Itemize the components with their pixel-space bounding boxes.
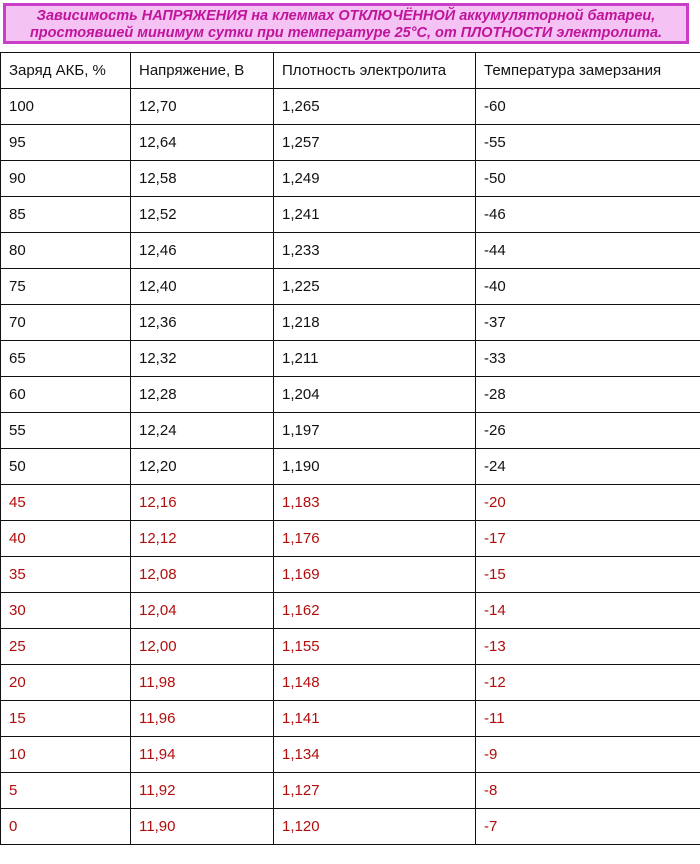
table-row: [1, 665, 700, 701]
cell-density: 1,148: [274, 665, 476, 701]
cell-density: 1,141: [274, 701, 476, 737]
cell-density: 1,218: [274, 305, 476, 341]
table-body: [1, 89, 700, 845]
cell-charge: 60: [1, 377, 131, 413]
cell-density: 1,241: [274, 197, 476, 233]
cell-charge: 85: [1, 197, 131, 233]
cell-voltage: 12,58: [131, 161, 274, 197]
cell-density: 1,197: [274, 413, 476, 449]
cell-voltage: 12,36: [131, 305, 274, 341]
cell-charge: 95: [1, 125, 131, 161]
cell-voltage: 12,32: [131, 341, 274, 377]
cell-charge: 40: [1, 521, 131, 557]
cell-freezing: -15: [476, 557, 700, 593]
cell-freezing: -11: [476, 701, 700, 737]
cell-freezing: -46: [476, 197, 700, 233]
cell-freezing: -60: [476, 89, 700, 125]
cell-density: 1,249: [274, 161, 476, 197]
cell-freezing: -17: [476, 521, 700, 557]
cell-freezing: -7: [476, 809, 700, 845]
cell-density: 1,211: [274, 341, 476, 377]
cell-freezing: -9: [476, 737, 700, 773]
cell-freezing: -14: [476, 593, 700, 629]
cell-voltage: 12,28: [131, 377, 274, 413]
header-freezing: Температура замерзания: [476, 53, 700, 89]
cell-charge: 25: [1, 629, 131, 665]
cell-density: 1,265: [274, 89, 476, 125]
cell-charge: 70: [1, 305, 131, 341]
table-row: [1, 449, 700, 485]
cell-freezing: -37: [476, 305, 700, 341]
cell-freezing: -40: [476, 269, 700, 305]
cell-density: 1,233: [274, 233, 476, 269]
cell-freezing: -8: [476, 773, 700, 809]
cell-freezing: -28: [476, 377, 700, 413]
table-row: [1, 521, 700, 557]
cell-charge: 10: [1, 737, 131, 773]
table-row: [1, 485, 700, 521]
cell-density: 1,120: [274, 809, 476, 845]
cell-density: 1,155: [274, 629, 476, 665]
table-row: [1, 161, 700, 197]
cell-density: 1,127: [274, 773, 476, 809]
cell-freezing: -13: [476, 629, 700, 665]
cell-charge: 5: [1, 773, 131, 809]
cell-freezing: -24: [476, 449, 700, 485]
cell-freezing: -33: [476, 341, 700, 377]
cell-density: 1,134: [274, 737, 476, 773]
title-line-1: Зависимость НАПРЯЖЕНИЯ на клеммах ОТКЛЮЧЁННОЙ аккумуляторной батареи,: [36, 8, 656, 24]
header-charge: Заряд АКБ, %: [1, 53, 131, 89]
cell-voltage: 12,46: [131, 233, 274, 269]
cell-voltage: 12,00: [131, 629, 274, 665]
cell-density: 1,183: [274, 485, 476, 521]
cell-charge: 80: [1, 233, 131, 269]
cell-freezing: -44: [476, 233, 700, 269]
table-row: [1, 557, 700, 593]
cell-voltage: 11,92: [131, 773, 274, 809]
table-row: [1, 89, 700, 125]
table-row: [1, 773, 700, 809]
cell-freezing: -50: [476, 161, 700, 197]
table-row: [1, 125, 700, 161]
cell-voltage: 12,70: [131, 89, 274, 125]
cell-charge: 75: [1, 269, 131, 305]
cell-freezing: -20: [476, 485, 700, 521]
table-row: [1, 269, 700, 305]
cell-charge: 50: [1, 449, 131, 485]
cell-voltage: 12,20: [131, 449, 274, 485]
header-voltage: Напряжение, В: [131, 53, 274, 89]
header-density: Плотность электролита: [274, 53, 476, 89]
cell-freezing: -26: [476, 413, 700, 449]
cell-density: 1,176: [274, 521, 476, 557]
table-row: [1, 341, 700, 377]
cell-density: 1,169: [274, 557, 476, 593]
cell-voltage: 12,04: [131, 593, 274, 629]
cell-charge: 90: [1, 161, 131, 197]
table-row: [1, 413, 700, 449]
table-row: [1, 737, 700, 773]
title-line-2: простоявшей минимум сутки при температуре 25°C, от ПЛОТНОСТИ электролита.: [29, 25, 663, 41]
cell-voltage: 12,52: [131, 197, 274, 233]
cell-charge: 65: [1, 341, 131, 377]
table-row: [1, 809, 700, 845]
table-row: [1, 305, 700, 341]
cell-voltage: 12,16: [131, 485, 274, 521]
header-row: [1, 53, 700, 89]
cell-density: 1,225: [274, 269, 476, 305]
cell-voltage: 11,90: [131, 809, 274, 845]
table-row: [1, 593, 700, 629]
cell-density: 1,257: [274, 125, 476, 161]
cell-voltage: 12,40: [131, 269, 274, 305]
cell-freezing: -12: [476, 665, 700, 701]
cell-density: 1,204: [274, 377, 476, 413]
cell-charge: 30: [1, 593, 131, 629]
battery-table: [0, 52, 700, 845]
cell-charge: 20: [1, 665, 131, 701]
cell-charge: 15: [1, 701, 131, 737]
cell-voltage: 12,24: [131, 413, 274, 449]
table-row: [1, 233, 700, 269]
cell-freezing: -55: [476, 125, 700, 161]
cell-voltage: 12,12: [131, 521, 274, 557]
cell-charge: 0: [1, 809, 131, 845]
cell-voltage: 11,94: [131, 737, 274, 773]
cell-charge: 45: [1, 485, 131, 521]
table-row: [1, 377, 700, 413]
table-row: [1, 629, 700, 665]
cell-charge: 55: [1, 413, 131, 449]
table-row: [1, 197, 700, 233]
cell-charge: 35: [1, 557, 131, 593]
cell-voltage: 12,64: [131, 125, 274, 161]
table-row: [1, 701, 700, 737]
cell-voltage: 11,96: [131, 701, 274, 737]
cell-voltage: 12,08: [131, 557, 274, 593]
cell-voltage: 11,98: [131, 665, 274, 701]
cell-density: 1,162: [274, 593, 476, 629]
cell-charge: 100: [1, 89, 131, 125]
cell-density: 1,190: [274, 449, 476, 485]
title-banner: [3, 3, 689, 44]
